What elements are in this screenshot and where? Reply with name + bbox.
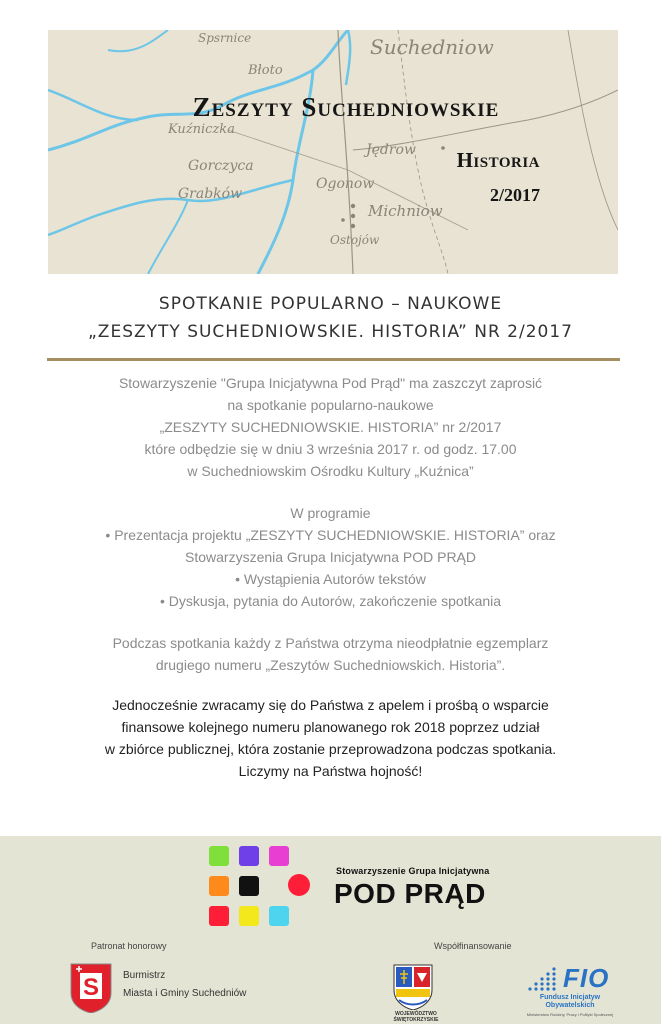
text-line: • Dyskusja, pytania do Autorów, zakończenie spotkania — [159, 593, 502, 609]
org-subtitle: Stowarzyszenie Grupa Inicjatywna — [336, 866, 490, 876]
fio-line: Fundusz Inicjatyw — [539, 994, 601, 1001]
text-line: • Prezentacja projektu „ZESZYTY SUCHEDNIOWSKIE. HISTORIA” oraz — [105, 527, 556, 543]
map-place: Jędrow — [366, 142, 416, 158]
svg-text:S: S — [82, 974, 100, 1001]
text-line: „ZESZYTY SUCHEDNIOWSKIE. HISTORIA” nr 2/2017 — [159, 419, 502, 435]
map-place: Błoto — [248, 63, 283, 78]
map-place: Suchedniow — [370, 35, 494, 59]
map-place: Michniow — [368, 202, 443, 220]
text-line: • Wystąpienia Autorów tekstów — [235, 571, 426, 587]
fio-ministry: Ministerstwo Rodziny, Pracy i Polityki Społecznej — [526, 1012, 614, 1017]
fio-line: Obywatelskich — [545, 1002, 595, 1009]
divider — [47, 358, 620, 361]
text-line: drugiego numeru „Zeszytów Suchedniowskich. Historia”. — [155, 657, 506, 673]
text-line: Podczas spotkania każdy z Państwa otrzyma nieodpłatnie egzemplarz — [112, 635, 549, 651]
logo-square — [209, 876, 229, 896]
logo-square — [269, 906, 289, 926]
text-line: w Suchedniowskim Ośrodku Kultury „Kuźnica” — [187, 463, 474, 479]
text-line: Jednocześnie zwracamy się do Państwa z apelem i prośbą o wsparcie — [112, 697, 549, 713]
map-place: Kuźniczka — [168, 122, 235, 137]
text-line: które odbędzie się w dniu 3 września 2017 r. od godz. 17.00 — [144, 441, 517, 457]
org-name: POD PRĄD — [334, 878, 486, 909]
text-line: finansowe kolejnego numeru planowanego rok 2018 poprzez udział — [121, 719, 540, 735]
map-place: Ogonow — [316, 176, 375, 192]
text-line: W programie — [290, 505, 371, 521]
appeal-text — [20, 694, 641, 782]
text-line: na spotkanie popularno-naukowe — [227, 397, 434, 413]
cover-banner — [48, 30, 618, 274]
event-headline — [20, 290, 641, 346]
text-line: Stowarzyszenia Grupa Inicjatywna POD PRĄD — [185, 549, 476, 565]
swietokrzyskie-coat-of-arms-icon — [393, 964, 433, 1010]
suchedniow-coat-of-arms-icon — [70, 963, 112, 1013]
logo-circle — [288, 874, 310, 896]
map-place: Spsrnice — [198, 31, 252, 45]
fio-dots-icon — [524, 966, 560, 992]
wojewodztwo-label — [386, 1011, 446, 1023]
headline-line: „ZESZYTY SUCHEDNIOWSKIE. HISTORIA” NR 2/2017 — [88, 322, 573, 342]
text-line: Liczymy na Państwa hojność! — [238, 763, 423, 779]
wojewodztwo-line: WOJEWÓDZTWO — [395, 1011, 437, 1017]
map-place: Gorczyca — [188, 158, 254, 174]
fio-subtitle — [522, 994, 618, 1010]
headline-line: SPOTKANIE POPULARNO – NAUKOWE — [158, 294, 503, 314]
magazine-issue: 2/2017 — [489, 185, 540, 205]
wojewodztwo-line: ŚWIĘTOKRZYSKIE — [393, 1017, 439, 1023]
cofinancing-label: Współfinansowanie — [434, 941, 512, 951]
gift-text — [20, 632, 641, 676]
burmistrz-line: Burmistrz — [123, 970, 166, 981]
text-line: w zbiórce publicznej, która zostanie przeprowadzona podczas spotkania. — [104, 741, 557, 757]
logo-square — [239, 876, 259, 896]
burmistrz-line: Miasta i Gminy Suchedniów — [123, 988, 247, 999]
patronage-label: Patronat honorowy — [91, 941, 167, 951]
invitation-text — [20, 372, 641, 482]
logo-square — [209, 906, 229, 926]
fio-logo-text: FIO — [563, 963, 610, 993]
program-text — [20, 502, 641, 612]
magazine-series: Historia — [456, 148, 540, 172]
burmistrz-label — [123, 967, 246, 1003]
map-place: Ostojów — [330, 233, 380, 247]
map-place: Grabków — [178, 186, 243, 202]
logo-square — [209, 846, 229, 866]
logo-square — [239, 906, 259, 926]
magazine-title: Zeszyty Suchedniowskie — [192, 92, 500, 122]
logo-square — [239, 846, 259, 866]
text-line: Stowarzyszenie "Grupa Inicjatywna Pod Prąd" ma zaszczyt zaprosić — [118, 375, 543, 391]
logo-square — [269, 846, 289, 866]
